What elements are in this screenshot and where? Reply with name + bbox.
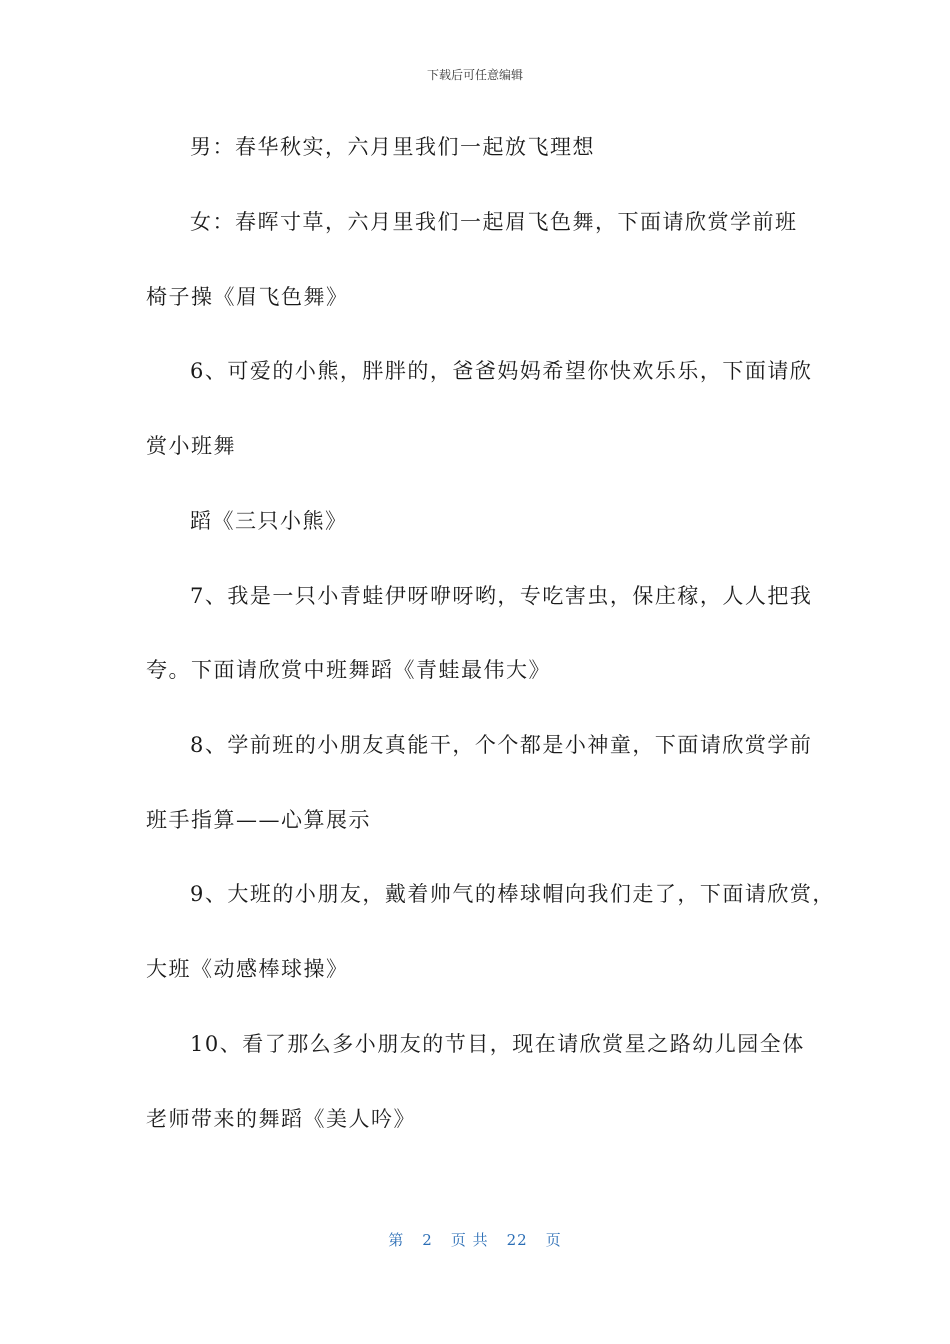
paragraph-line: 赏小班舞 bbox=[146, 434, 236, 458]
footer-total-pages: 22 bbox=[506, 1231, 528, 1249]
paragraph-line: 班手指算——心算展示 bbox=[146, 808, 371, 832]
page-footer bbox=[0, 1229, 950, 1250]
paragraph-line: 老师带来的舞蹈《美人吟》 bbox=[146, 1107, 416, 1131]
footer-prefix: 第 bbox=[388, 1231, 405, 1249]
paragraph-line: 10、看了那么多小朋友的节目，现在请欣赏星之路幼儿园全体 bbox=[190, 1032, 805, 1056]
paragraph-line: 女：春晖寸草，六月里我们一起眉飞色舞，下面请欣赏学前班 bbox=[190, 210, 798, 234]
paragraph-line: 椅子操《眉飞色舞》 bbox=[146, 285, 349, 309]
paragraph-line: 男：春华秋实，六月里我们一起放飞理想 bbox=[190, 135, 595, 159]
paragraph-line: 蹈《三只小熊》 bbox=[190, 509, 348, 533]
footer-suffix: 页 bbox=[545, 1231, 562, 1249]
paragraph-line: 夸。下面请欣赏中班舞蹈《青蛙最伟大》 bbox=[146, 658, 551, 682]
paragraph-line: 大班《动感棒球操》 bbox=[146, 957, 349, 981]
header-note: 下载后可任意编辑 bbox=[426, 68, 523, 82]
footer-current-page: 2 bbox=[422, 1231, 433, 1249]
paragraph-line: 7、我是一只小青蛙伊呀咿呀哟，专吃害虫，保庄稼，人人把我 bbox=[190, 584, 813, 608]
paragraph-line: 9、大班的小朋友，戴着帅气的棒球帽向我们走了，下面请欣赏， bbox=[190, 882, 835, 906]
footer-middle: 页 共 bbox=[450, 1231, 489, 1249]
paragraph-line: 8、学前班的小朋友真能干，个个都是小神童，下面请欣赏学前 bbox=[190, 733, 813, 757]
paragraph-line: 6、可爱的小熊，胖胖的，爸爸妈妈希望你快欢乐乐，下面请欣 bbox=[190, 359, 813, 383]
